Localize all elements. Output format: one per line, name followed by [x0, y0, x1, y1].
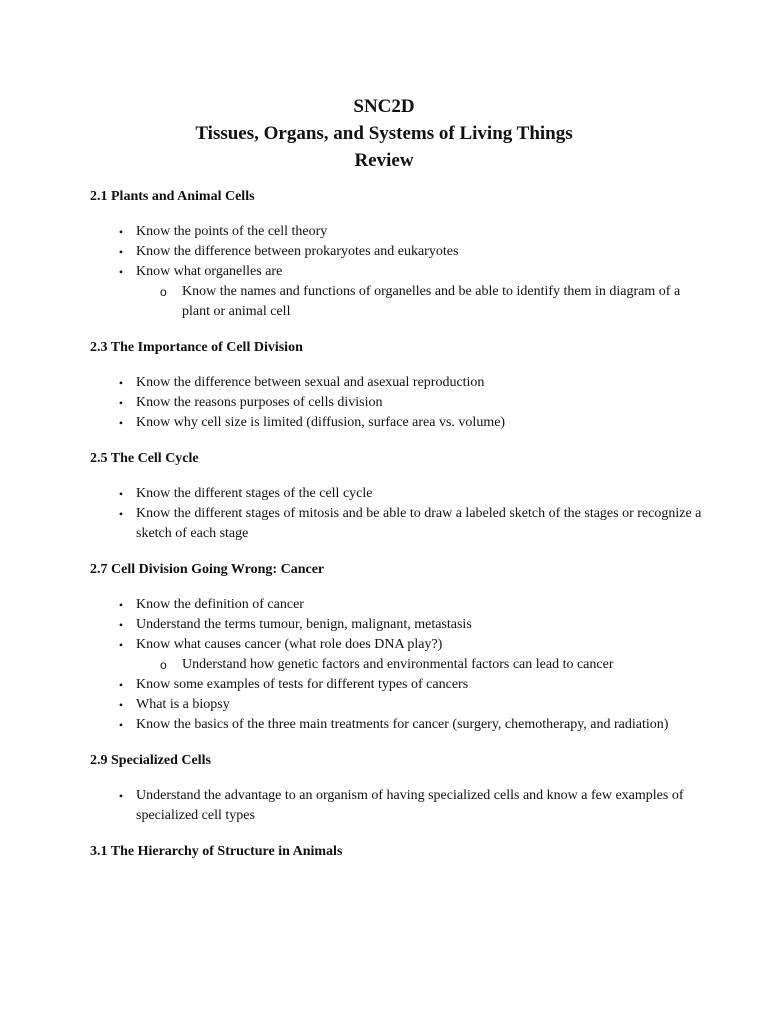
list-item [90, 635, 708, 675]
list-item [90, 786, 708, 826]
sections-container [90, 187, 708, 862]
list-item-text: Know why cell size is limited (diffusion, surface area vs. volume) [136, 415, 506, 430]
section-heading: 3.1 The Hierarchy of Structure in Animals [90, 844, 343, 859]
section [90, 560, 708, 735]
bullet-icon: • [118, 598, 124, 612]
bullet-icon: • [118, 487, 124, 501]
list-item-text: Know the definition of cancer [136, 597, 304, 612]
list-item-text: Know the reasons purposes of cells division [136, 395, 383, 410]
sub-list [136, 282, 708, 322]
list-item [90, 222, 708, 242]
bullet-icon: • [118, 507, 124, 521]
bullet-list [90, 222, 708, 322]
list-item-text: Understand the terms tumour, benign, malignant, metastasis [136, 617, 472, 632]
list-item [90, 504, 708, 544]
sub-list-item-text: Know the names and functions of organelles and be able to identify them in diagram of a plant or animal cell [182, 284, 681, 319]
bullet-icon: • [118, 265, 124, 279]
bullet-icon: • [118, 678, 124, 692]
section [90, 187, 708, 322]
bullet-icon: • [118, 789, 124, 803]
unit-title: Tissues, Organs, and Systems of Living Things [195, 123, 573, 144]
list-item-text: Know some examples of tests for different types of cancers [136, 677, 469, 692]
sub-list-item [136, 282, 708, 322]
section [90, 751, 708, 826]
list-item-text: Know what causes cancer (what role does DNA play?) [136, 637, 443, 652]
circle-bullet-icon: o [160, 285, 167, 299]
bullet-list [90, 786, 708, 826]
bullet-list [90, 595, 708, 735]
list-item [90, 595, 708, 615]
list-item-text: What is a biopsy [136, 697, 230, 712]
list-item-text: Know the different stages of the cell cycle [136, 486, 373, 501]
bullet-icon: • [118, 416, 124, 430]
list-item [90, 373, 708, 393]
list-item-text: Know the basics of the three main treatments for cancer (surgery, chemotherapy, and radiation) [136, 717, 669, 732]
sub-list [136, 655, 708, 675]
bullet-icon: • [118, 618, 124, 632]
section [90, 338, 708, 433]
list-item-text: Know the difference between sexual and asexual reproduction [136, 375, 485, 390]
section-heading: 2.9 Specialized Cells [90, 753, 211, 768]
list-item-text: Know the difference between prokaryotes and eukaryotes [136, 244, 459, 259]
section-heading: 2.3 The Importance of Cell Division [90, 340, 303, 355]
bullet-icon: • [118, 376, 124, 390]
list-item-text: Know the different stages of mitosis and be able to draw a labeled sketch of the stages or recognize a sketch of each stage [136, 506, 702, 541]
list-item [90, 242, 708, 262]
bullet-icon: • [118, 718, 124, 732]
list-item [90, 695, 708, 715]
document-title [60, 93, 708, 174]
bullet-list [90, 484, 708, 544]
list-item-text: Know the points of the cell theory [136, 224, 328, 239]
section-heading: 2.1 Plants and Animal Cells [90, 189, 255, 204]
list-item [90, 484, 708, 504]
bullet-icon: • [118, 225, 124, 239]
list-item-text: Understand the advantage to an organism of having specialized cells and know a few examples of specialized cell types [136, 788, 684, 823]
sub-list-item [136, 655, 708, 675]
bullet-icon: • [118, 245, 124, 259]
section-heading: 2.5 The Cell Cycle [90, 451, 199, 466]
sub-list-item-text: Understand how genetic factors and environmental factors can lead to cancer [182, 657, 614, 672]
course-code: SNC2D [353, 96, 415, 117]
list-item-text: Know what organelles are [136, 264, 283, 279]
bullet-icon: • [118, 396, 124, 410]
bullet-icon: • [118, 698, 124, 712]
circle-bullet-icon: o [160, 658, 167, 672]
list-item [90, 393, 708, 413]
list-item [90, 675, 708, 695]
section-heading: 2.7 Cell Division Going Wrong: Cancer [90, 562, 325, 577]
list-item [90, 615, 708, 635]
review-heading: Review [354, 150, 414, 171]
list-item [90, 413, 708, 433]
section [90, 449, 708, 544]
list-item [90, 715, 708, 735]
list-item [90, 262, 708, 322]
bullet-icon: • [118, 638, 124, 652]
section [90, 842, 708, 862]
bullet-list [90, 373, 708, 433]
